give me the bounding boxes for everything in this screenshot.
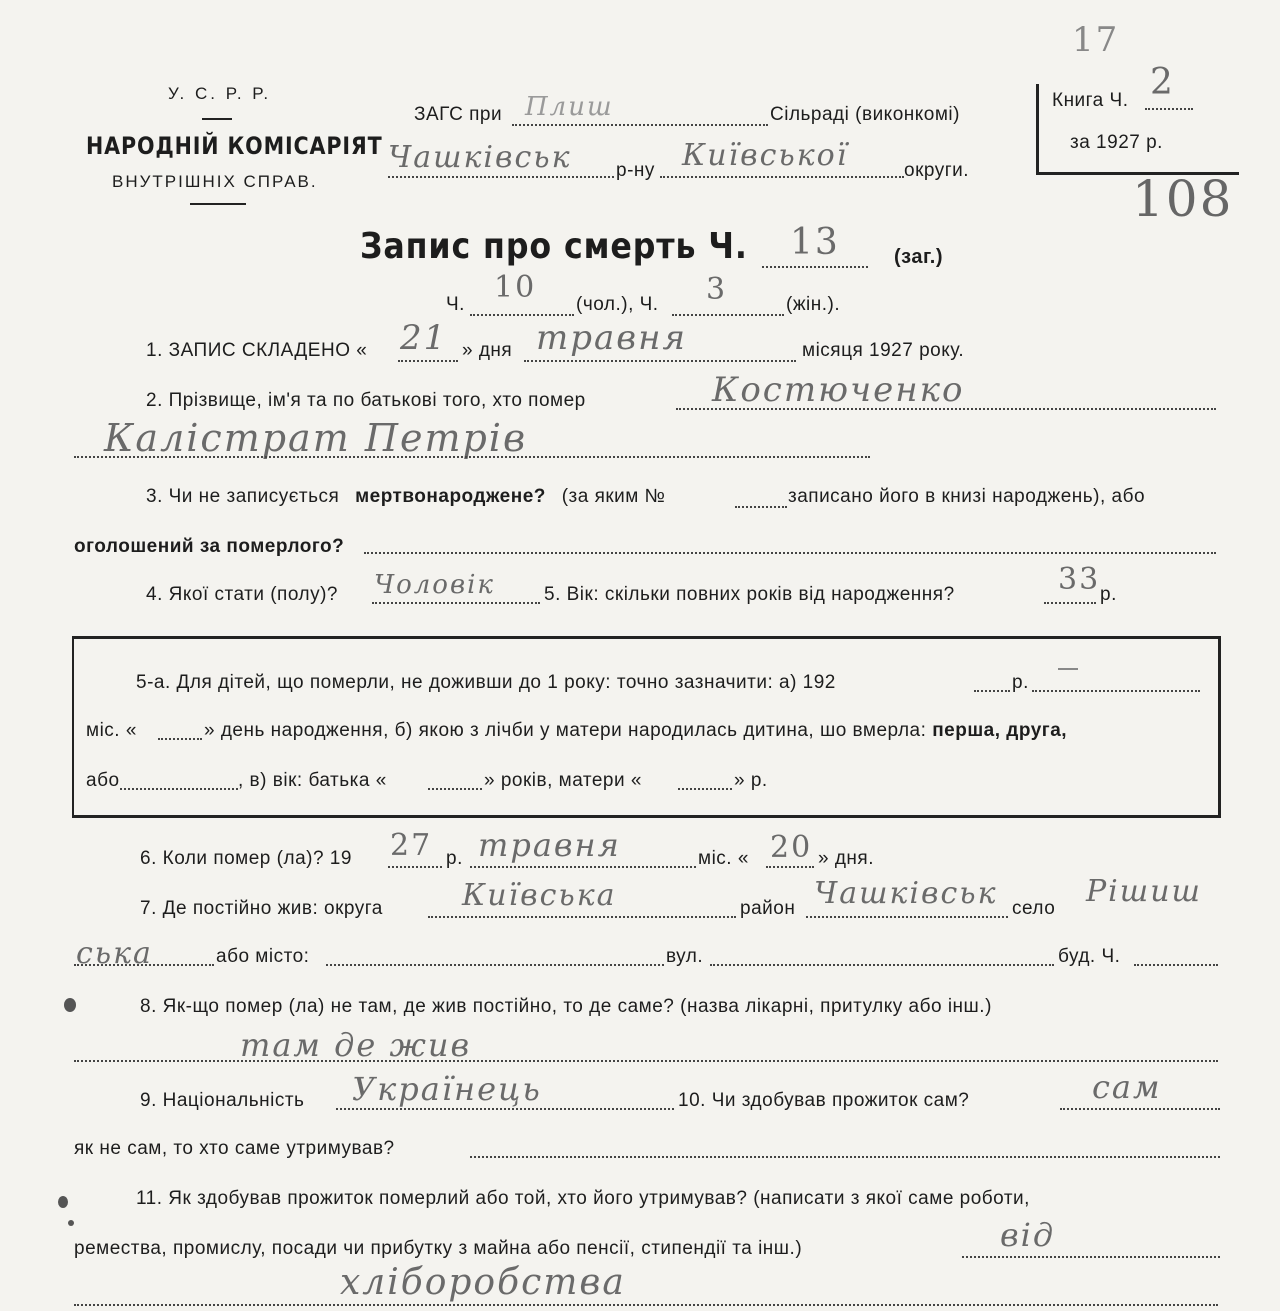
commissariat-title: НАРОДНІЙ КОМІСАРІЯТ (86, 132, 383, 160)
field-3-line (364, 552, 1216, 554)
field-2-name: Калістрат Петрів (104, 416, 528, 460)
field-3-text-c: записано його в книзі народжень), або (788, 486, 1146, 507)
field-7-city-label: або місто: (216, 946, 310, 967)
field-5a-father: , в) вік: батька « (238, 770, 387, 791)
field-7-house-label: буд. Ч. (1058, 946, 1121, 967)
field-11-line (962, 1256, 1220, 1258)
field-8-line (74, 1060, 1218, 1062)
field-2-line (676, 408, 1216, 410)
female-label: (жін.). (786, 294, 841, 315)
field-2-line-2 (74, 456, 870, 458)
field-9-line (336, 1108, 674, 1110)
field-7-raion-line (806, 916, 1008, 918)
field-5-unit: р. (1100, 584, 1117, 605)
field-3-text-a: 3. Чи не записується (146, 486, 340, 507)
field-7-house-line (1134, 964, 1218, 966)
field-10-label: 10. Чи здобував прожиток сам? (678, 1090, 970, 1111)
female-line (672, 314, 784, 316)
male-label: (чол.), Ч. (576, 294, 659, 315)
record-title: Запис про смерть Ч. (360, 226, 748, 267)
field-1-end: місяця 1927 року. (802, 340, 965, 361)
ink-speck (64, 998, 76, 1012)
okruha-label: округи. (904, 160, 970, 181)
record-line (762, 266, 868, 268)
field-3-text-b: (за яким № (561, 486, 666, 507)
raion-line (388, 176, 614, 178)
field-9-label: 9. Національність (140, 1090, 305, 1111)
field-5a-mother: » років, матери « (484, 770, 642, 791)
field-4-sex: Чоловік (374, 570, 495, 600)
field-7-street-label: вул. (666, 946, 704, 967)
field-3-bold: мертвонароджене? (355, 486, 546, 507)
field-10b-line (470, 1156, 1220, 1158)
record-number: 13 (790, 222, 840, 263)
field-9-value: Українець (352, 1070, 542, 1108)
field-3-label (146, 486, 666, 508)
field-5a-r: р. (1012, 672, 1029, 693)
record-suffix: (заг.) (894, 246, 944, 268)
field-2-surname: Костюченко (712, 370, 965, 410)
republic-label: У. С. Р. Р. (168, 84, 272, 103)
field-6-year: 27 (390, 828, 433, 863)
book-number: 2 (1150, 62, 1175, 103)
field-5a-text-2: » день народження, б) якою з лічби у матери народилась дитина, шо вмерла: (204, 720, 927, 741)
male-line (470, 314, 574, 316)
okruha-handwriting: Київської (682, 138, 849, 173)
field-7-raion-label: район (740, 898, 796, 919)
field-5-age: 33 (1058, 562, 1101, 597)
field-11-label-2: ремества, промислу, посади чи прибутку з майна або пенсії, стипендії та інш.) (74, 1238, 803, 1259)
field-6-mid: міс. « (698, 848, 749, 869)
book-line (1145, 108, 1193, 110)
field-10-line (1060, 1108, 1220, 1110)
field-6-day: 20 (770, 830, 813, 865)
field-7-label: 7. Де постійно жив: округа (140, 898, 383, 919)
divider (190, 203, 246, 205)
field-6-end: » дня. (818, 848, 874, 869)
field-5a-year-line (974, 690, 1010, 692)
field-11-value-1: від (1000, 1216, 1056, 1254)
page-mark: 17 (1072, 20, 1120, 60)
field-8-label: 8. Як-що помер (ла) не там, де жив постійно, то де саме? (назва лікарні, притулку або інш.) (140, 996, 992, 1017)
field-6-day-line (766, 866, 814, 868)
field-7-selo-line (74, 964, 214, 966)
field-8-value: там де жив (240, 1026, 472, 1064)
ink-speck (58, 1196, 68, 1208)
department-label: ВНУТРІШНІХ СПРАВ. (112, 172, 318, 191)
field-11-line-2 (74, 1304, 1218, 1306)
field-7-raion: Чашківськ (814, 876, 998, 911)
year-label: за 1927 р. (1070, 132, 1163, 153)
field-4-line (372, 602, 540, 604)
field-5a-or-line (120, 788, 238, 790)
female-count: 3 (706, 272, 728, 307)
ink-speck (68, 1220, 74, 1226)
field-1-mid: » дня (462, 340, 513, 361)
field-1-day: 21 (400, 318, 448, 358)
book-label: Книга Ч. (1052, 90, 1129, 111)
field-5a-father-line (428, 788, 482, 790)
field-7-okruha-line (428, 916, 736, 918)
field-5a-line-1: 5-а. Для дітей, що померли, не доживши до 1 року: точно зазначити: а) 192 (136, 672, 836, 693)
zags-line (512, 124, 768, 126)
field-11-value-2: хліборобства (340, 1262, 626, 1303)
field-7-city-line (326, 964, 664, 966)
field-7-selo-cont: ська (76, 936, 153, 971)
field-5a-mother-line (678, 788, 732, 790)
male-count: 10 (494, 270, 537, 305)
raion-label: р-ну (616, 160, 655, 181)
field-11-label: 11. Як здобував прожиток померлий або той, хто його утримував? (написати з якої саме роботи, (136, 1188, 1030, 1209)
field-6-year-line (388, 866, 442, 868)
field-5-label: 5. Вік: скільки повних років від народження? (544, 584, 955, 605)
field-1-month: травня (536, 318, 687, 358)
field-6-month: травня (478, 826, 621, 864)
zags-label: ЗАГС при (414, 104, 503, 125)
field-5a-month: міс. « (86, 720, 137, 741)
zags-handwriting: Плиш (525, 92, 614, 122)
field-7-selo-label: село (1012, 898, 1056, 919)
field-5-line (1044, 602, 1096, 604)
field-5a-end: » р. (734, 770, 768, 791)
okruha-line (660, 176, 904, 178)
field-1-day-line (398, 360, 458, 362)
divider (202, 118, 232, 120)
field-3-declared: оголошений за померлого? (74, 536, 345, 557)
raion-handwriting: Чашківськ (388, 140, 572, 175)
field-5a-line-2 (204, 720, 1067, 742)
council-label: Сільраді (виконкомі) (770, 104, 960, 125)
field-5a-bold: перша, друга, (932, 720, 1068, 741)
field-1-month-line (524, 360, 796, 362)
field-7-okruha: Київська (462, 878, 617, 913)
field-5a-line-a (1032, 690, 1200, 692)
field-2-label: 2. Прізвище, ім'я та по батькові того, хто помер (146, 390, 586, 411)
field-10-value: сам (1092, 1068, 1162, 1106)
field-5a-day-line (158, 738, 202, 740)
field-6-month-line (470, 866, 696, 868)
field-5a-dash (1058, 668, 1078, 670)
field-10b-label: як не сам, то хто саме утримував? (74, 1138, 395, 1159)
field-7-selo: Рішиш (1086, 874, 1202, 909)
count-label: Ч. (446, 294, 465, 315)
field-5a-or: або (86, 770, 120, 791)
archive-number: 108 (1132, 170, 1234, 228)
field-7-street-line (710, 964, 1054, 966)
field-3-no-line (735, 506, 787, 508)
field-6-r: р. (446, 848, 463, 869)
field-4-label: 4. Якої стати (полу)? (146, 584, 338, 605)
field-6-label: 6. Коли помер (ла)? 19 (140, 848, 352, 869)
field-1-label: 1. ЗАПИС СКЛАДЕНО « (146, 340, 368, 361)
